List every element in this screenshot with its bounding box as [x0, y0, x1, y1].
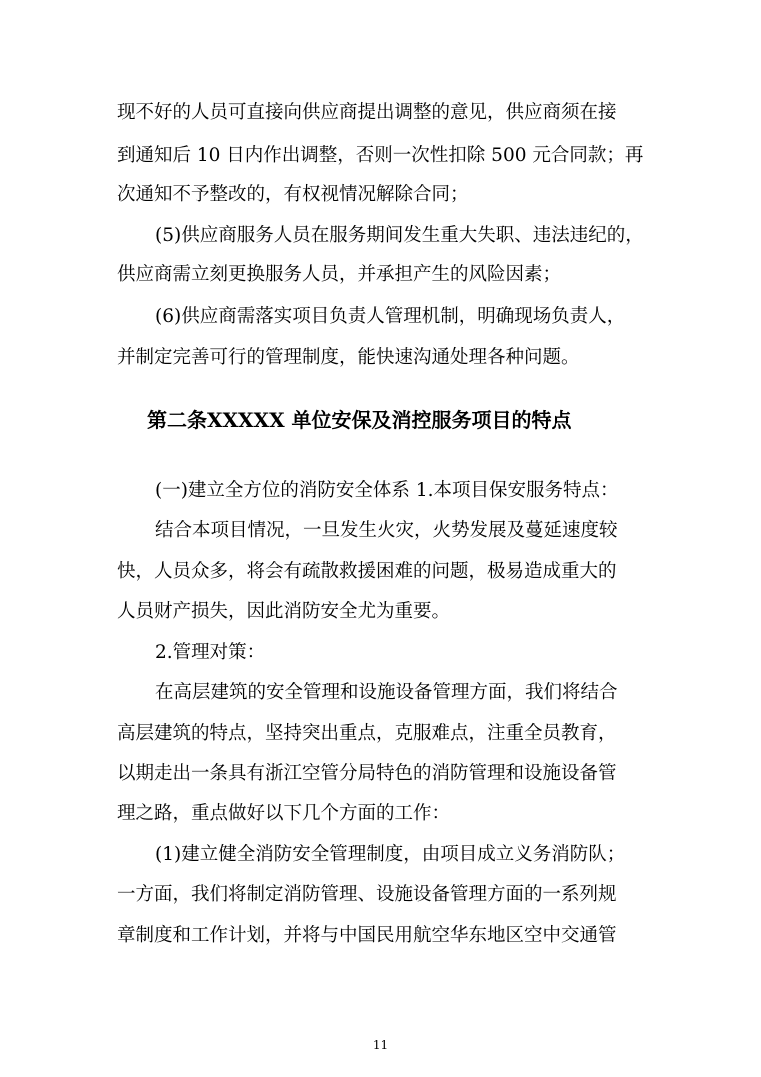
- text-line: 以期走出一条具有浙江空管分局特色的消防管理和设施设备管: [117, 763, 617, 784]
- text-line: 现不好的人员可直接向供应商提出调整的意见，供应商须在接: [117, 102, 617, 123]
- text-line: 高层建筑的特点，坚持突出重点，克服难点，注重全员教育，: [117, 723, 617, 744]
- section-heading: 第二条XXXXX 单位安保及消控服务项目的特点: [147, 408, 572, 432]
- text-line: (5)供应商服务人员在服务期间发生重大失职、违法违纪的，: [155, 225, 644, 246]
- text-line: 一方面，我们将制定消防管理、设施设备管理方面的一系列规: [117, 884, 617, 905]
- text-line: 章制度和工作计划，并将与中国民用航空华东地区空中交通管: [117, 925, 617, 946]
- page-number: 11: [372, 1038, 389, 1052]
- text-line: 人员财产损失，因此消防安全尤为重要。: [117, 601, 451, 622]
- text-line: 次通知不予整改的，有权视情况解除合同；: [117, 184, 469, 205]
- text-line: 到通知后 10 日内作出调整，否则一次性扣除 500 元合同款；再: [117, 145, 644, 166]
- text-line: 供应商需立刻更换服务人员，并承担产生的风险因素；: [117, 264, 562, 285]
- text-line: (1)建立健全消防安全管理制度，由项目成立义务消防队；: [155, 844, 626, 865]
- text-line: 结合本项目情况，一旦发生火灾，火势发展及蔓延速度较: [155, 520, 618, 541]
- text-line: 2.管理对策：: [155, 642, 266, 663]
- text-line: 在高层建筑的安全管理和设施设备管理方面，我们将结合: [155, 682, 618, 703]
- text-line: (6)供应商需落实项目负责人管理机制，明确现场负责人，: [155, 306, 626, 327]
- text-line: (一)建立全方位的消防安全体系 1.本项目保安服务特点：: [155, 480, 619, 501]
- text-line: 并制定完善可行的管理制度，能快速沟通处理各种问题。: [117, 347, 580, 368]
- text-line: 理之路，重点做好以下几个方面的工作：: [117, 803, 451, 824]
- text-line: 快，人员众多，将会有疏散救援困难的问题，极易造成重大的: [117, 561, 617, 582]
